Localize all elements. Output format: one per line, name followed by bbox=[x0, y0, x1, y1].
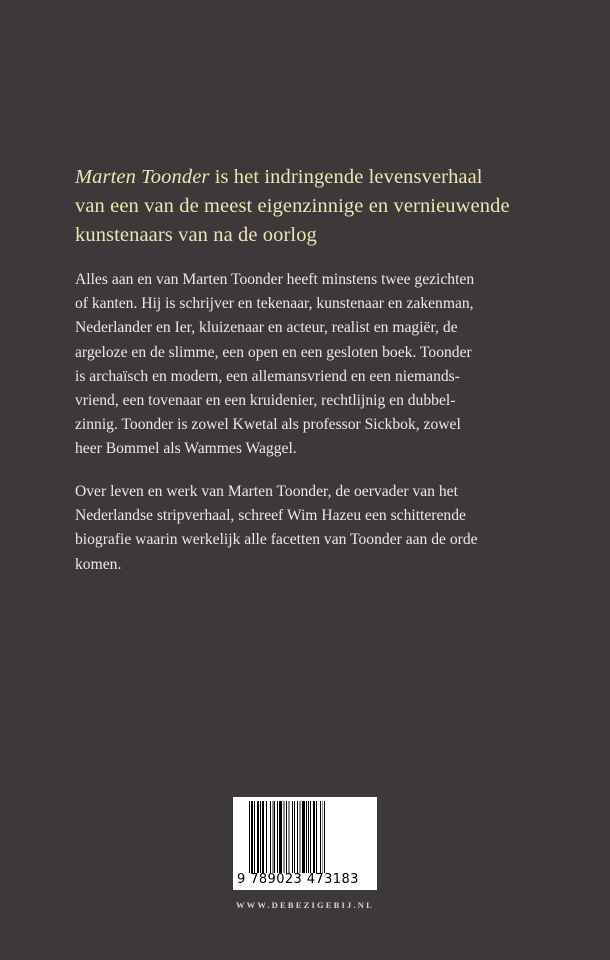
isbn-number: 9 789023 473183 bbox=[237, 872, 359, 887]
text-line: Nederlander en Ier, kluizenaar en acteur, realist en magiër, de bbox=[75, 319, 458, 337]
text-line: vriend, een tovenaar en een kruidenier, rechtlijnig en dubbel- bbox=[75, 392, 456, 410]
book-title: Marten Toonder bbox=[75, 166, 210, 188]
tagline-line-2: van een van de meest eigenzinnige en vernieuwende bbox=[75, 195, 510, 217]
text-line: is archaïsch en modern, een allemansvriend en een niemands- bbox=[75, 367, 460, 385]
text-line: komen. bbox=[75, 555, 122, 573]
tagline-line-3: kunstenaars van na de oorlog bbox=[75, 224, 317, 246]
text-line: heer Bommel als Wammes Waggel. bbox=[75, 440, 297, 458]
tagline-line-1 bbox=[75, 163, 575, 192]
text-line: biografie waarin werkelijk alle facetten van Toonder aan de orde bbox=[75, 531, 478, 549]
text-line: zinnig. Toonder is zowel Kwetal als professor Sickbok, zowel bbox=[75, 416, 461, 434]
publisher-url: WWW.DEBEZIGEBIJ.NL bbox=[235, 900, 374, 910]
text-line: Alles aan en van Marten Toonder heeft minstens twee gezichten bbox=[75, 271, 475, 288]
text-line: Over leven en werk van Marten Toonder, de oervader van het bbox=[75, 483, 458, 500]
text-line: argeloze en de slimme, een open en een gesloten boek. Toonder bbox=[75, 343, 472, 361]
barcode-bars bbox=[249, 801, 361, 873]
blurb-paragraph-1 bbox=[75, 268, 545, 462]
isbn-barcode bbox=[233, 797, 377, 890]
text-line: of kanten. Hij is schrijver en tekenaar, kunstenaar en zakenman, bbox=[75, 295, 474, 313]
blurb-paragraph-2 bbox=[75, 480, 545, 577]
text-line: Nederlandse stripverhaal, schreef Wim Hazeu een schitterende bbox=[75, 507, 466, 525]
tagline-line-1-rest: is het indringende levensverhaal bbox=[209, 166, 483, 188]
tagline bbox=[75, 163, 575, 250]
